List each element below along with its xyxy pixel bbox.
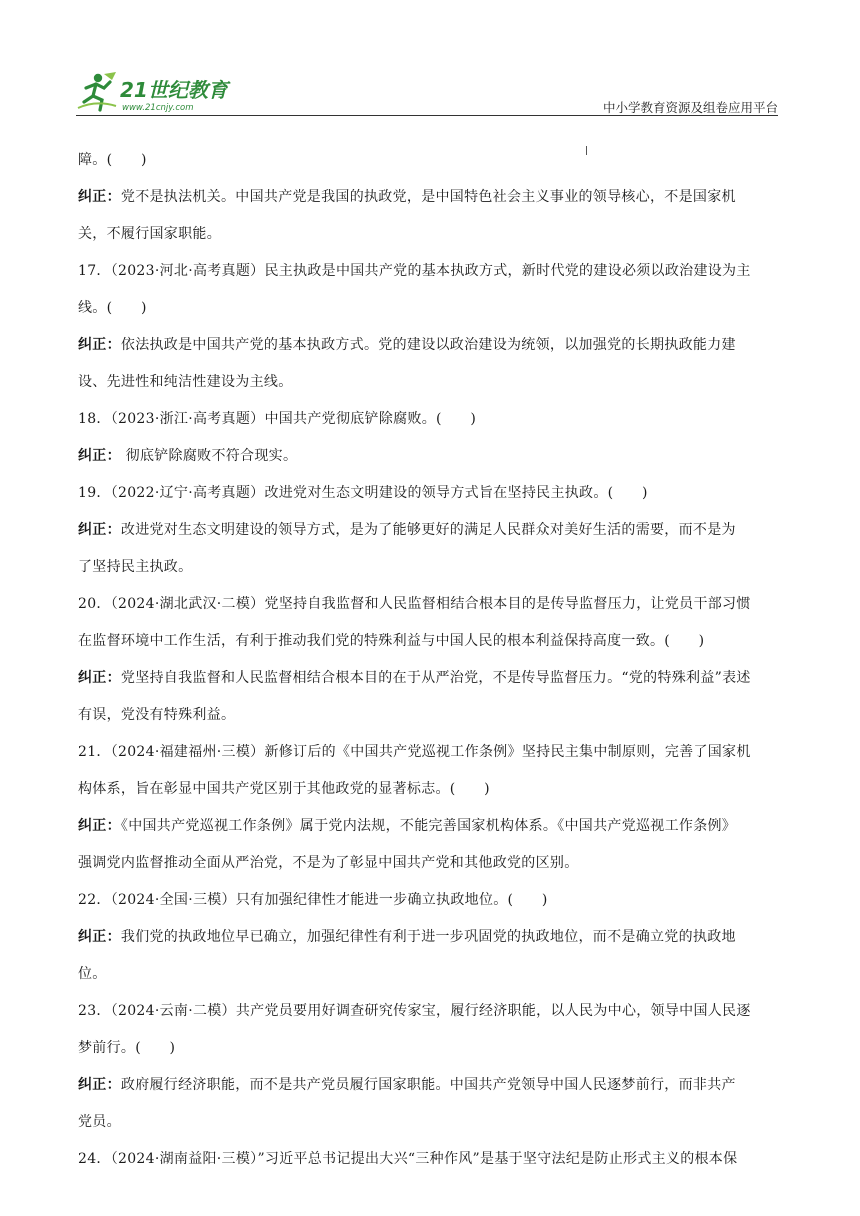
logo <box>76 70 256 116</box>
correction-line <box>78 965 783 984</box>
correction-line <box>78 188 783 207</box>
correction-note <box>78 817 783 873</box>
line-text: 21．（2024·福建福州·三模）新修订后的《中国共产党巡视工作条例》坚持民主集中制原则，完善了国家机 <box>78 744 751 760</box>
question-line <box>78 891 783 910</box>
question-item <box>78 743 783 799</box>
correction-note <box>78 669 783 725</box>
question-line <box>78 743 783 762</box>
question-line <box>78 595 783 614</box>
question-item <box>78 484 783 503</box>
line-text: 23．（2024·云南·二模）共产党员要用好调查研究传家宝，履行经济职能，以人民为中心，领导中国人民逐 <box>78 1003 751 1019</box>
line-text: 政府履行经济职能，而不是共产党员履行国家职能。中国共产党领导中国人民逐梦前行，而非共产 <box>120 1077 736 1093</box>
logo-url: www.21cnjy.com <box>122 103 194 113</box>
line-text: 党坚持自我监督和人民监督相结合根本目的在于从严治党，不是传导监督压力。“党的特殊利益”表述 <box>120 670 751 686</box>
correction-label: 纠正： <box>78 337 121 353</box>
correction-line <box>78 1076 783 1095</box>
runner-icon <box>78 72 116 110</box>
correction-label: 纠正： <box>78 818 121 834</box>
line-text: 20．（2024·湖北武汉·二模）党坚持自我监督和人民监督相结合根本目的是传导监督压力，让党员干部习惯 <box>78 596 751 612</box>
question-item <box>78 151 783 170</box>
header-divider <box>76 115 778 116</box>
question-line <box>78 151 783 170</box>
line-text: 在监督环境中工作生活，有利于推动我们党的特殊利益与中国人民的根本利益保持高度一致。( ) <box>78 633 705 649</box>
line-text: 党不是执法机关。中国共产党是我国的执政党，是中国特色社会主义事业的领导核心，不是国家机 <box>120 189 736 205</box>
line-text: 有误，党没有特殊利益。 <box>78 707 236 723</box>
correction-line <box>78 669 783 688</box>
logo-text: 21世纪教育 <box>120 78 228 102</box>
question-line <box>78 780 783 799</box>
line-text: 党员。 <box>78 1114 121 1130</box>
correction-note <box>78 447 783 466</box>
line-text: 17．（2023·河北·高考真题）民主执政是中国共产党的基本执政方式，新时代党的建设必须以政治建设为主 <box>78 263 751 279</box>
correction-line <box>78 1113 783 1132</box>
line-text: 设、先进性和纯洁性建设为主线。 <box>78 374 293 390</box>
correction-line <box>78 336 783 355</box>
line-text: 彻底铲除腐败不符合现实。 <box>120 448 298 464</box>
line-text: 《中国共产党巡视工作条例》属于党内法规，不能完善国家机构体系。《中国共产党巡视工作条例》 <box>120 818 737 834</box>
line-text: 18．（2023·浙江·高考真题）中国共产党彻底铲除腐败。( ) <box>78 411 477 427</box>
question-item <box>78 1002 783 1058</box>
line-text: 障。( ) <box>78 152 147 168</box>
correction-line <box>78 447 783 466</box>
line-text: 了坚持民主执政。 <box>78 559 193 575</box>
correction-label: 纠正： <box>78 929 121 945</box>
question-line <box>78 1039 783 1058</box>
correction-label: 纠正： <box>78 522 121 538</box>
correction-label: 纠正： <box>78 1077 121 1093</box>
line-text: 梦前行。( ) <box>78 1040 176 1056</box>
line-text: 22．（2024·全国·三模）只有加强纪律性才能进一步确立执政地位。( ) <box>78 892 548 908</box>
question-item <box>78 410 783 429</box>
correction-note <box>78 928 783 984</box>
question-item <box>78 1150 783 1169</box>
correction-note <box>78 188 783 244</box>
correction-note <box>78 521 783 577</box>
question-line <box>78 1002 783 1021</box>
correction-line <box>78 706 783 725</box>
question-line <box>78 299 783 318</box>
correction-line <box>78 521 783 540</box>
question-item <box>78 891 783 910</box>
correction-line <box>78 817 783 836</box>
correction-note <box>78 336 783 392</box>
line-text: 构体系，旨在彰显中国共产党区别于其他政党的显著标志。( ) <box>78 781 490 797</box>
question-line <box>78 410 783 429</box>
correction-label: 纠正： <box>78 448 121 464</box>
question-line <box>78 1150 783 1169</box>
line-text: 改进党对生态文明建设的领导方式，是为了能够更好的满足人民群众对美好生活的需要，而不是为 <box>120 522 736 538</box>
line-text: 强调党内监督推动全面从严治党，不是为了彰显中国共产党和其他政党的区别。 <box>78 855 579 871</box>
line-text: 19．（2022·辽宁·高考真题）改进党对生态文明建设的领导方式旨在坚持民主执政。( ) <box>78 485 648 501</box>
site-title: 中小学教育资源及组卷应用平台 <box>602 100 778 115</box>
correction-line <box>78 928 783 947</box>
question-line <box>78 484 783 503</box>
question-item <box>78 595 783 651</box>
correction-line <box>78 558 783 577</box>
page-header <box>76 70 778 116</box>
correction-label: 纠正： <box>78 189 121 205</box>
correction-line <box>78 373 783 392</box>
line-text: 我们党的执政地位早已确立，加强纪律性有利于进一步巩固党的执政地位，而不是确立党的执政地 <box>120 929 736 945</box>
question-item <box>78 262 783 318</box>
document-body <box>78 151 783 1187</box>
line-text: 关，不履行国家职能。 <box>78 226 221 242</box>
line-text: 线。( ) <box>78 300 147 316</box>
line-text: 依法执政是中国共产党的基本执政方式。党的建设以政治建设为统领，以加强党的长期执政能力建 <box>120 337 736 353</box>
correction-line <box>78 225 783 244</box>
correction-label: 纠正： <box>78 670 121 686</box>
question-line <box>78 632 783 651</box>
line-text: 位。 <box>78 966 107 982</box>
line-text: 24．（2024·湖南益阳·三模）”习近平总书记提出大兴“三种作风”是基于坚守法纪是防止形式主义的根本保 <box>78 1151 738 1167</box>
question-line <box>78 262 783 281</box>
correction-note <box>78 1076 783 1132</box>
correction-line <box>78 854 783 873</box>
